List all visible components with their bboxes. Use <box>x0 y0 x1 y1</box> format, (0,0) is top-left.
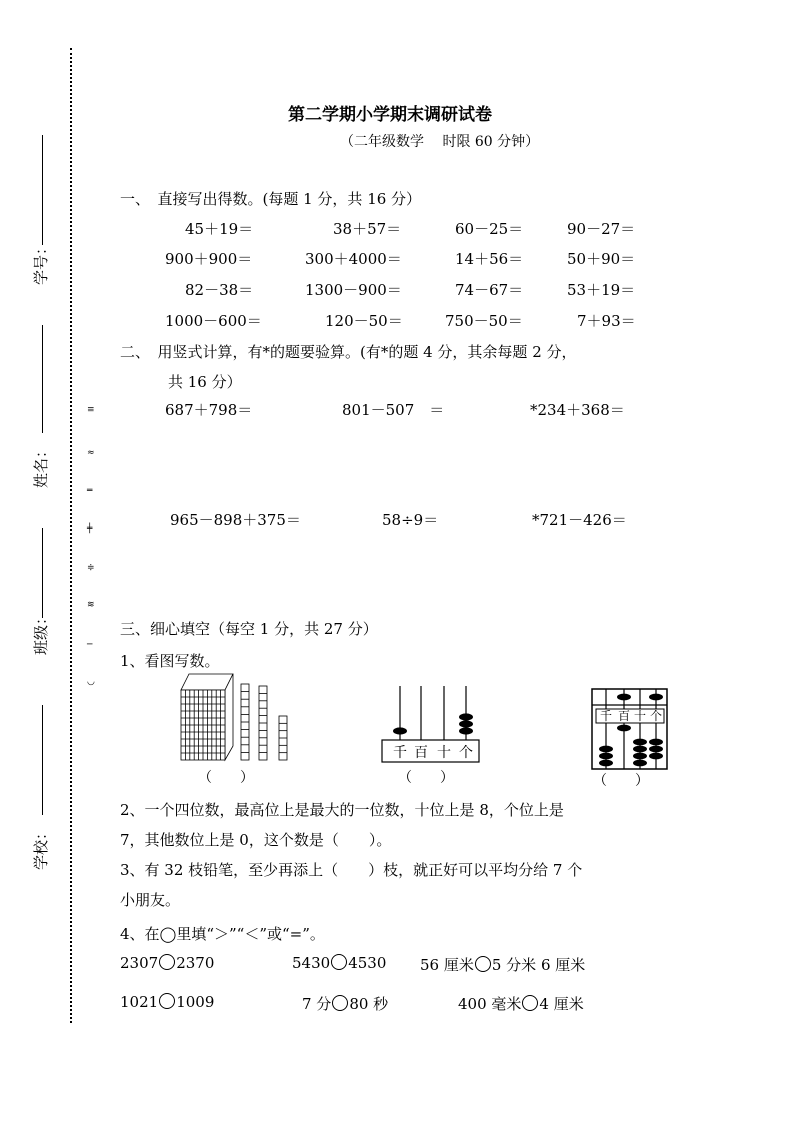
problem-1-7: 14＋56＝ <box>455 250 524 268</box>
section2-heading-line2: 共 16 分） <box>168 373 242 391</box>
page-subtitle: （二年级数学 时限 60 分钟） <box>340 134 540 150</box>
problem-1-2: 38＋57＝ <box>333 220 402 238</box>
compare-right: 4530 <box>348 954 387 972</box>
problem-1-11: 74－67＝ <box>455 281 524 299</box>
compare-item <box>120 993 214 1011</box>
xingming-line <box>42 325 43 433</box>
answer-circle[interactable] <box>159 954 175 970</box>
compare-right: 4 厘米 <box>539 995 584 1013</box>
problem-2-3: *234＋368＝ <box>530 401 625 419</box>
compare-item <box>120 954 214 972</box>
problem-1-5: 900＋900＝ <box>165 250 253 268</box>
question-3-1: 1、看图写数。 <box>120 652 220 670</box>
section1-heading: 一、 直接写出得数。(每题 1 分，共 16 分） <box>120 190 422 208</box>
problem-1-13: 1000－600＝ <box>165 312 262 330</box>
problem-1-8: 50＋90＝ <box>567 250 636 268</box>
question-3-3-line1: 3、有 32 枝铅笔，至少再添上（ ）枝，就正好可以平均分给 7 个 <box>120 861 583 879</box>
base-ten-blocks-figure <box>175 668 295 764</box>
problem-1-14: 120－50＝ <box>325 312 403 330</box>
compare-left: 1021 <box>120 993 159 1011</box>
compare-right: 5 分米 6 厘米 <box>491 956 586 974</box>
place-label: 十 <box>633 709 647 723</box>
compare-left: 400 毫米 <box>458 995 522 1013</box>
xingming-label: 姓名： <box>32 442 50 488</box>
banji-line <box>42 528 43 618</box>
question-3-2-line1: 2、一个四位数，最高位上是最大的一位数，十位上是 8，个位上是 <box>120 801 564 819</box>
binding-dotted-line <box>70 48 72 1023</box>
answer-circle[interactable] <box>331 954 347 970</box>
compare-left: 2307 <box>120 954 159 972</box>
counting-frame-figure <box>378 684 483 766</box>
problem-1-4: 90－27＝ <box>567 220 636 238</box>
compare-item <box>302 993 388 1014</box>
problem-2-5: 58÷9＝ <box>382 511 439 529</box>
compare-right: 80 秒 <box>349 995 389 1013</box>
answer-circle[interactable] <box>332 995 348 1011</box>
problem-2-6: *721－426＝ <box>532 511 627 529</box>
place-label: 百 <box>414 745 428 761</box>
place-label: 千 <box>393 745 407 761</box>
compare-right: 1009 <box>176 993 215 1011</box>
question-3-4: 4、在◯里填“＞”“＜”或“=”。 <box>120 925 325 943</box>
banji-label: 班级： <box>32 609 50 655</box>
problem-1-16: 7＋93＝ <box>577 312 636 330</box>
problem-1-3: 60－25＝ <box>455 220 524 238</box>
answer-circle[interactable] <box>159 993 175 1009</box>
problem-1-1: 45＋19＝ <box>185 220 254 238</box>
xuehao-label: 学号： <box>32 239 50 285</box>
xuexiao-line <box>42 705 43 815</box>
problem-1-15: 750－50＝ <box>445 312 523 330</box>
compare-item <box>458 993 584 1014</box>
question-3-3-line2: 小朋友。 <box>120 891 181 909</box>
abacus-figure <box>590 687 670 771</box>
answer-paren-2: （ ） <box>398 770 454 786</box>
answer-paren-3: （ ） <box>593 773 649 789</box>
answer-circle[interactable] <box>522 995 538 1011</box>
place-label: 个 <box>649 709 663 723</box>
question-3-2-line2: 7，其他数位上是 0，这个数是（ ）。 <box>120 831 392 849</box>
answer-paren-1: （ ） <box>198 770 254 786</box>
place-label: 百 <box>617 709 631 723</box>
place-label: 千 <box>599 709 613 723</box>
compare-left: 56 厘米 <box>420 956 474 974</box>
problem-2-2: 801－507 ＝ <box>342 401 445 419</box>
problem-2-4: 965－898＋375＝ <box>170 511 301 529</box>
place-label: 个 <box>459 745 473 761</box>
answer-circle[interactable] <box>475 956 491 972</box>
section3-heading: 三、细心填空（每空 1 分，共 27 分） <box>120 620 378 638</box>
problem-1-10: 1300－900＝ <box>305 281 402 299</box>
compare-left: 7 分 <box>302 995 332 1013</box>
problem-1-12: 53＋19＝ <box>567 281 636 299</box>
problem-1-9: 82－38＝ <box>185 281 254 299</box>
xuehao-line <box>42 135 43 245</box>
compare-item <box>292 954 386 972</box>
section2-heading-line1: 二、 用竖式计算，有*的题要验算。(有*的题 4 分，其余每题 2 分， <box>120 343 577 361</box>
compare-item <box>420 954 585 975</box>
place-label: 十 <box>437 745 451 761</box>
problem-2-1: 687＋798＝ <box>165 401 253 419</box>
problem-1-6: 300＋4000＝ <box>305 250 402 268</box>
compare-right: 2370 <box>176 954 215 972</box>
xuexiao-label: 学校： <box>32 824 50 870</box>
compare-left: 5430 <box>292 954 331 972</box>
page-title: 第二学期小学期末调研试卷 <box>288 105 492 125</box>
